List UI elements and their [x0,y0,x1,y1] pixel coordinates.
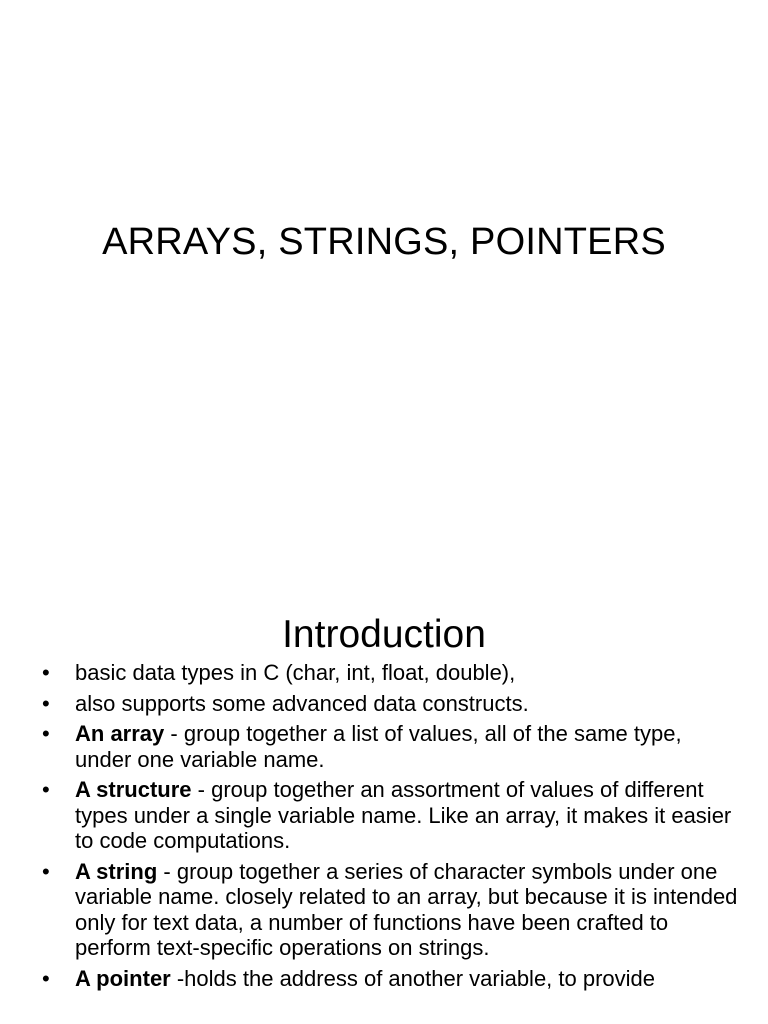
bullet-text: -holds the address of another variable, to provide [170,965,656,991]
bullet-text: - group together an assortment of values of different types under a single variable name. Like an array, it makes it easier to code computations. [75,777,732,853]
bullet-text: - group together a list of values, all of the same type, under one variable name. [75,721,682,772]
bullet-item [30,966,740,992]
bullet-text: - group together a series of character symbols under one variable name. closely related to an array, but because it is intended only for text data, a number of functions have been crafted to perform text-specific operations on strings. [75,858,738,960]
bullet-term: A string [75,858,158,884]
introduction-slide [0,576,768,1024]
bullet-icon: • [42,965,50,991]
bullet-term: A structure [75,777,192,802]
bullet-text: also supports some advanced data constructs. [75,690,529,716]
bullet-icon: • [42,721,50,746]
slide-title: ARRAYS, STRINGS, POINTERS [102,221,666,263]
bullet-item [30,691,740,717]
bullet-list [30,660,740,996]
bullet-icon: • [42,660,50,685]
bullet-item [30,777,740,854]
bullet-icon: • [42,777,50,802]
bullet-text: basic data types in C (char, int, float, double), [75,660,516,685]
bullet-icon: • [42,690,50,716]
bullet-icon: • [42,858,50,884]
bullet-item [30,660,740,686]
bullet-item [30,721,740,772]
bullet-item [30,859,740,961]
slide-heading: Introduction [282,613,486,656]
bullet-term: An array [75,721,165,746]
bullet-term: A pointer [75,965,171,991]
